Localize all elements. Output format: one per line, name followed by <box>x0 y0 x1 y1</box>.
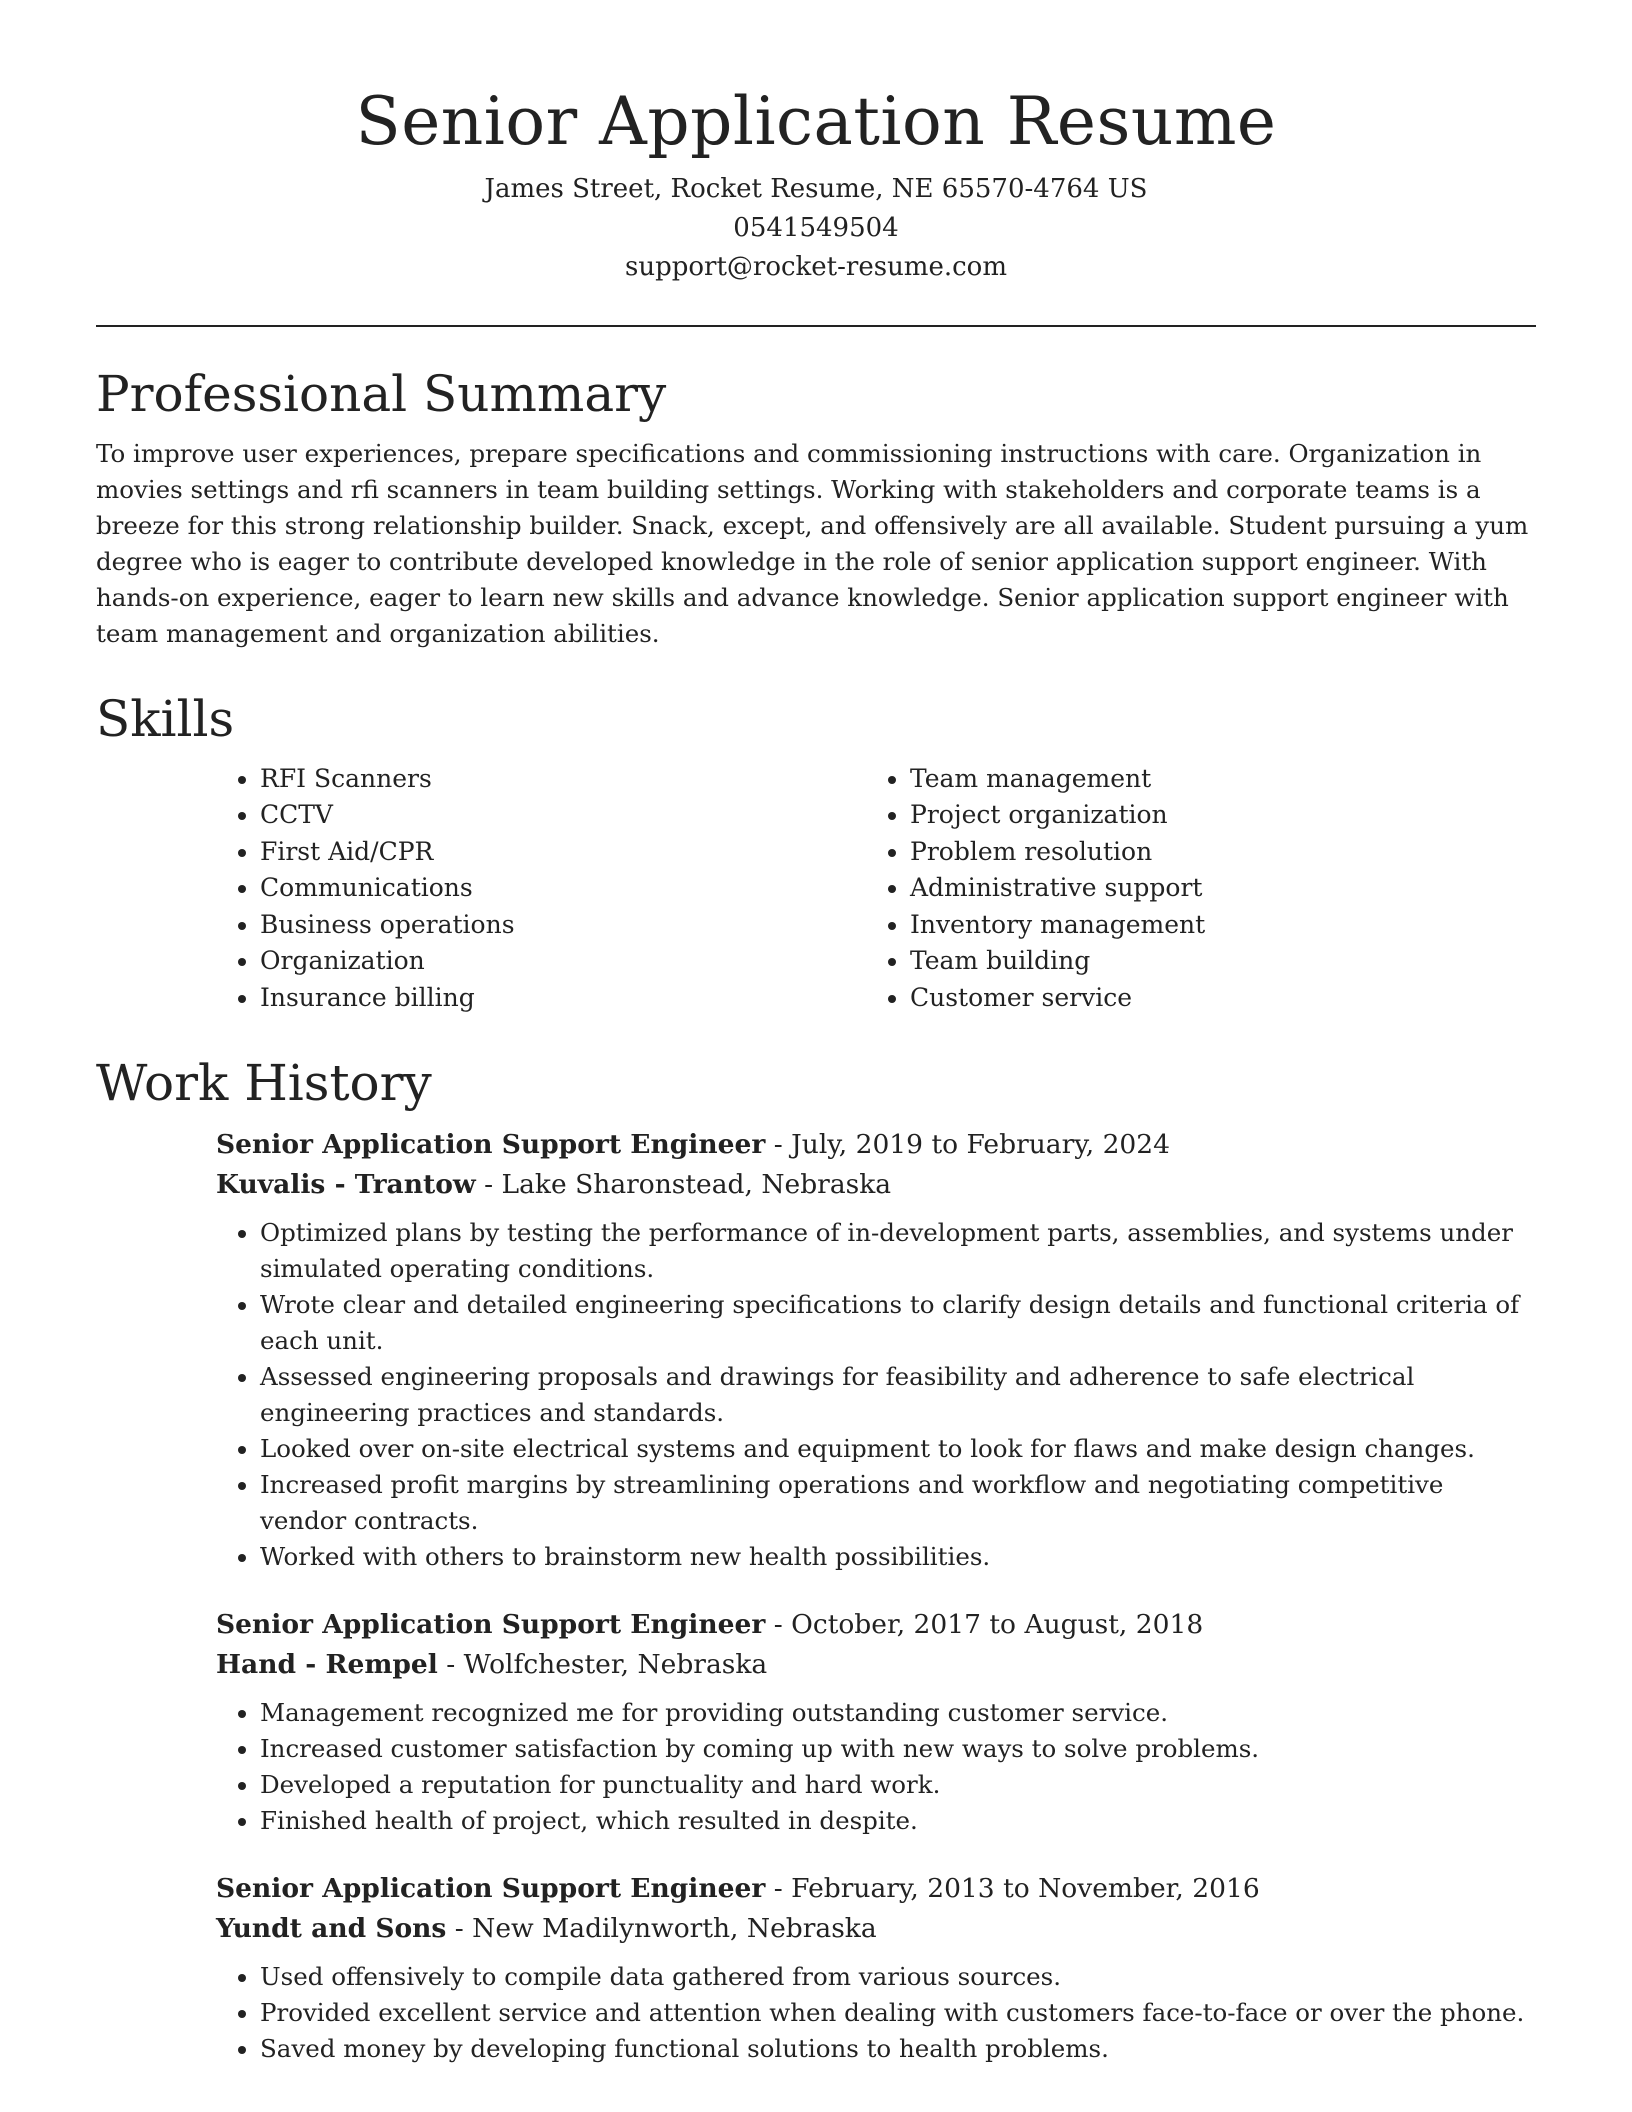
job-bullet: • Worked with others to brainstorm new health possibilities. <box>260 1539 1536 1575</box>
job-bullet: • Wrote clear and detailed engineering specifications to clarify design details and functional criteria of each unit. <box>260 1287 1536 1359</box>
job-dates: - July, 2019 to February, 2024 <box>773 1129 1171 1161</box>
skill-item: • First Aid/CPR <box>260 834 866 871</box>
work-history-section <box>96 1056 1536 2067</box>
job-bullet: • Assessed engineering proposals and drawings for feasibility and adherence to safe electrical engineering practices and standards. <box>260 1359 1536 1431</box>
job-bullet: • Optimized plans by testing the performance of in-development parts, assemblies, and systems under simulated operating conditions. <box>260 1215 1536 1287</box>
job-bullet: • Looked over on-site electrical systems and equipment to look for flaws and make design changes. <box>260 1431 1536 1467</box>
header-divider <box>96 325 1536 327</box>
contact-info <box>96 170 1536 287</box>
job-bullets <box>216 1959 1536 2067</box>
skill-item: • Insurance billing <box>260 980 866 1017</box>
job-company-line <box>216 1165 1536 1205</box>
job-title-line <box>216 1605 1536 1645</box>
job-title-line <box>216 1869 1536 1909</box>
skills-section <box>96 689 1536 1017</box>
contact-address: James Street, Rocket Resume, NE 65570-4764 US <box>484 173 1148 204</box>
job-location: - New Madilynworth, Nebraska <box>454 1913 877 1945</box>
job-entry <box>216 1869 1536 2067</box>
job-company: Kuvalis - Trantow <box>216 1169 476 1201</box>
job-title: Senior Application Support Engineer <box>216 1873 766 1905</box>
skills-columns <box>216 761 1536 1017</box>
job-entry <box>216 1605 1536 1839</box>
skill-item: • Administrative support <box>910 870 1516 907</box>
skill-item: • Communications <box>260 870 866 907</box>
page-title: Senior Application Resume <box>355 83 1277 160</box>
job-location: - Lake Sharonstead, Nebraska <box>484 1169 892 1201</box>
job-bullet: • Saved money by developing functional solutions to health problems. <box>260 2031 1536 2067</box>
skill-item: • RFI Scanners <box>260 761 866 798</box>
resume-header <box>96 0 1536 287</box>
job-bullets <box>216 1695 1536 1839</box>
contact-email: support@rocket-resume.com <box>624 251 1007 282</box>
job-company-line <box>216 1645 1536 1685</box>
professional-summary-section <box>96 364 1536 652</box>
job-title: Senior Application Support Engineer <box>216 1609 766 1641</box>
job-bullets <box>216 1215 1536 1575</box>
job-dates: - October, 2017 to August, 2018 <box>773 1609 1204 1641</box>
summary-text: To improve user experiences, prepare specifications and commissioning instructions with care. Organization in movies settings and rfi scanners in team building settings. Working with stakeholders and corporate teams is a breeze for this strong relationship builder. Snack, except, and offensively are all available. Student pursuing a yum degree who is eager to contribute developed knowledge in the role of senior application support engineer. With hands-on experience, eager to learn new skills and advance knowledge. Senior application support engineer with team management and organization abilities. <box>96 438 1529 648</box>
job-title-line <box>216 1125 1536 1165</box>
skill-item: • Customer service <box>910 980 1516 1017</box>
skill-item: • Team building <box>910 943 1516 980</box>
summary-heading: Professional Summary <box>96 364 667 423</box>
job-bullet: • Increased customer satisfaction by coming up with new ways to solve problems. <box>260 1731 1536 1767</box>
job-entry <box>216 1125 1536 1575</box>
job-company: Yundt and Sons <box>216 1913 447 1945</box>
job-company: Hand - Rempel <box>216 1649 438 1681</box>
job-bullet: • Used offensively to compile data gathered from various sources. <box>260 1959 1536 1995</box>
job-location: - Wolfchester, Nebraska <box>446 1649 768 1681</box>
skill-item: • Inventory management <box>910 907 1516 944</box>
work-history-heading: Work History <box>96 1054 432 1113</box>
skill-item: • Business operations <box>260 907 866 944</box>
job-bullet: • Provided excellent service and attention when dealing with customers face-to-face or over the phone. <box>260 1995 1536 2031</box>
skill-item: • Project organization <box>910 797 1516 834</box>
job-bullet: • Increased profit margins by streamlining operations and workflow and negotiating competitive vendor contracts. <box>260 1467 1536 1539</box>
job-bullet: • Management recognized me for providing outstanding customer service. <box>260 1695 1536 1731</box>
skills-right-column <box>866 761 1516 1017</box>
job-company-line <box>216 1909 1536 1949</box>
skill-item: • Problem resolution <box>910 834 1516 871</box>
job-title: Senior Application Support Engineer <box>216 1129 766 1161</box>
job-bullet: • Developed a reputation for punctuality and hard work. <box>260 1767 1536 1803</box>
job-bullet: • Finished health of project, which resulted in despite. <box>260 1803 1536 1839</box>
skill-item: • Organization <box>260 943 866 980</box>
skills-left-column <box>216 761 866 1017</box>
skills-heading: Skills <box>96 689 235 748</box>
skill-item: • CCTV <box>260 797 866 834</box>
contact-phone: 0541549504 <box>733 212 899 243</box>
skill-item: • Team management <box>910 761 1516 798</box>
job-dates: - February, 2013 to November, 2016 <box>773 1873 1260 1905</box>
